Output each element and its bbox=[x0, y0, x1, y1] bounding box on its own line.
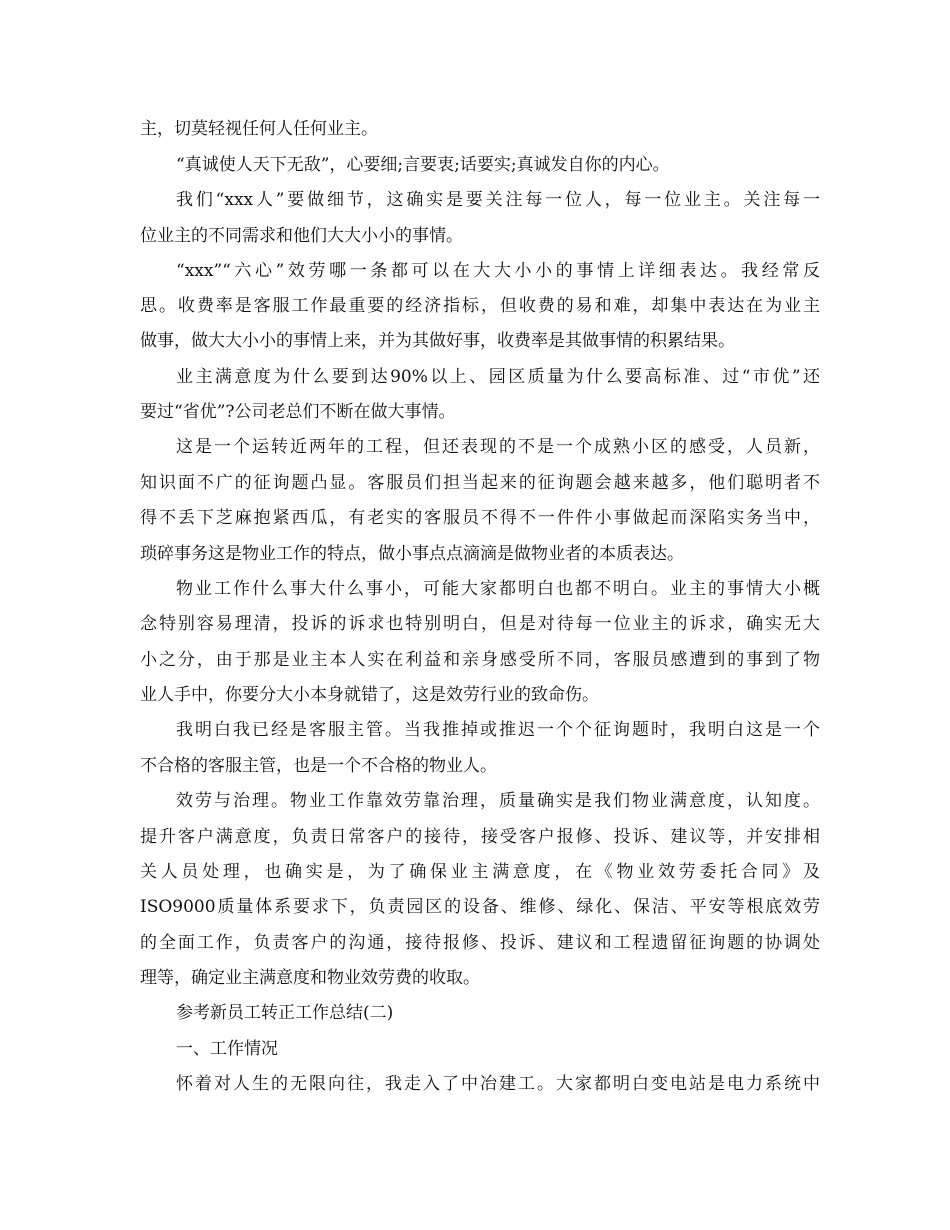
text-line: 做事，做大大小小的事情上来，并为其做好事，收费率是其做事情的积累结果。 bbox=[140, 331, 735, 351]
text-line: 位业主的不同需求和他们大大小小的事情。 bbox=[140, 226, 463, 246]
text-line: 物业工作什么事大什么事小，可能大家都明白也都不明白。业主的事情大小概 bbox=[176, 579, 820, 599]
section-heading: 参考新员工转正工作总结(二) bbox=[176, 1003, 394, 1023]
text-line: 业人手中，你要分大小本身就错了，这是效劳行业的致命伤。 bbox=[140, 685, 599, 705]
text-line: 业主满意度为什么要到达90%以上、园区质量为什么要高标准、过“市优”还 bbox=[176, 367, 820, 387]
text-line: “xxx”“六心”效劳哪一条都可以在大大小小的事情上详细表达。我经常反 bbox=[176, 261, 820, 281]
text-line: 不合格的客服主管，也是一个不合格的物业人。 bbox=[140, 756, 497, 776]
text-line: ISO9000质量体系要求下，负责园区的设备、维修、绿化、保洁、平安等根底效劳 bbox=[140, 897, 820, 917]
text-line: 小之分，由于那是业主本人实在利益和亲身感受所不同，客服员感遭到的事到了物 bbox=[140, 650, 820, 670]
text-line: 我们“xxx人”要做细节，这确实是要关注每一位人，每一位业主。关注每一 bbox=[176, 190, 820, 210]
text-line: 的全面工作，负责客户的沟通，接待报修、投诉、建议和工程遗留征询题的协调处 bbox=[140, 933, 820, 953]
text-line: 得不丢下芝麻抱紧西瓜，有老实的客服员不得不一件件小事做起而深陷实务当中， bbox=[140, 508, 820, 528]
text-line: 知识面不广的征询题凸显。客服员们担当起来的征询题会越来越多，他们聪明者不 bbox=[140, 473, 820, 493]
section-heading: 一、工作情况 bbox=[176, 1039, 278, 1059]
text-line: 这是一个运转近两年的工程，但还表现的不是一个成熟小区的感受，人员新， bbox=[176, 437, 820, 457]
text-line: 主，切莫轻视任何人任何业主。 bbox=[140, 119, 378, 139]
text-line: 要过“省优”?公司老总们不断在做大事情。 bbox=[140, 402, 456, 422]
text-line: 念特别容易理清，投诉的诉求也特别明白，但是对待每一位业主的诉求，确实无大 bbox=[140, 614, 820, 634]
text-line: “真诚使人天下无敌”，心要细;言要衷;话要实;真诚发自你的内心。 bbox=[176, 155, 670, 175]
text-line: 提升客户满意度，负责日常客户的接待，接受客户报修、投诉、建议等，并安排相 bbox=[140, 827, 820, 847]
text-line: 效劳与治理。物业工作靠效劳靠治理，质量确实是我们物业满意度，认知度。 bbox=[176, 791, 820, 811]
text-line: 怀着对人生的无限向往，我走入了中冶建工。大家都明白变电站是电力系统中 bbox=[176, 1074, 820, 1094]
text-line: 我明白我已经是客服主管。当我推掉或推迟一个个征询题时，我明白这是一个 bbox=[176, 720, 820, 740]
text-line: 理等，确定业主满意度和物业效劳费的收取。 bbox=[140, 968, 480, 988]
text-line: 琐碎事务这是物业工作的特点，做小事点点滴滴是做物业者的本质表达。 bbox=[140, 544, 684, 564]
text-line: 思。收费率是客服工作最重要的经济指标，但收费的易和难，却集中表达在为业主 bbox=[140, 296, 820, 316]
text-line: 关人员处理，也确实是，为了确保业主满意度，在《物业效劳委托合同》及 bbox=[140, 862, 820, 882]
